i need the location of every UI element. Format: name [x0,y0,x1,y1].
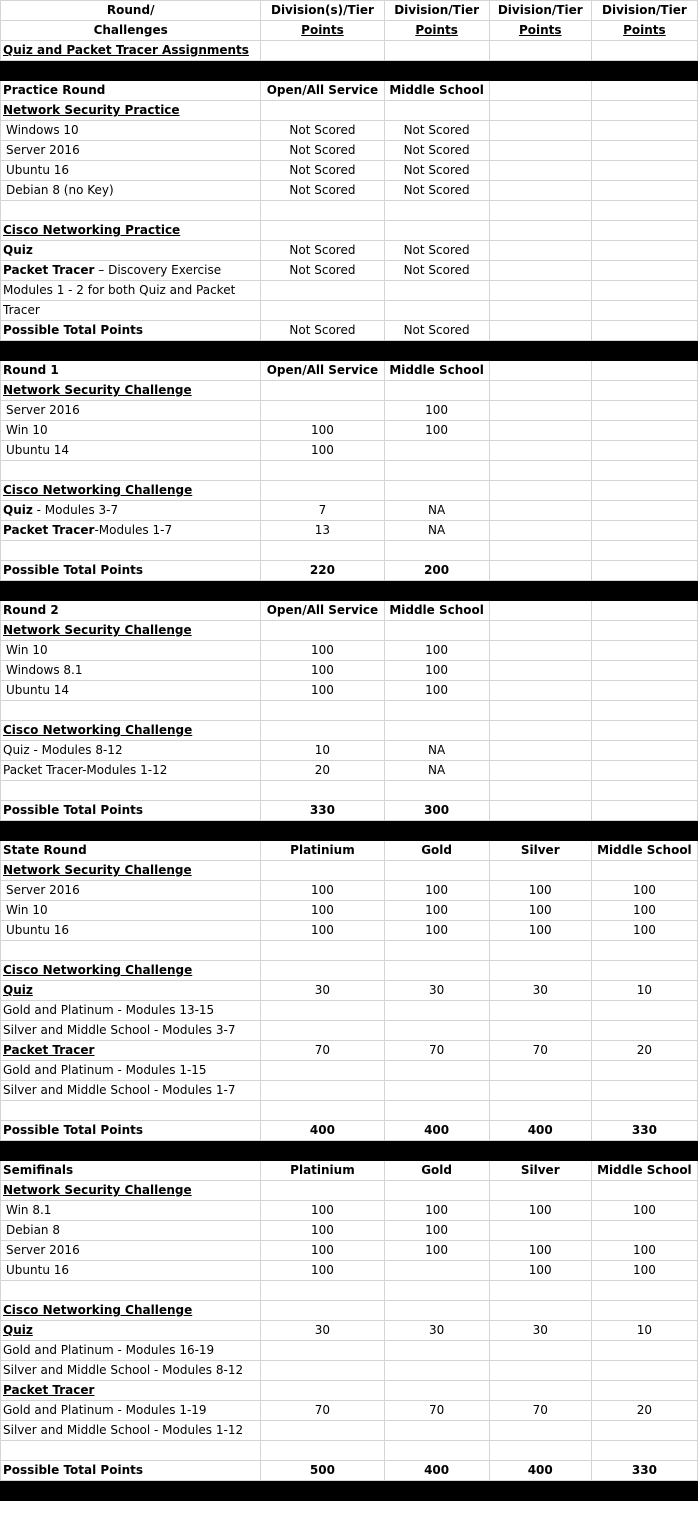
row-value [384,1261,489,1281]
row-value [489,1221,591,1241]
section-divider [1,581,698,601]
row-value: 10 [591,981,697,1001]
total-value: 400 [489,1461,591,1481]
row-label: Ubuntu 16 [1,161,261,181]
empty-row [1,941,698,961]
row-value: 100 [384,681,489,701]
table-row [1,901,698,921]
row-value: 100 [591,881,697,901]
row-value: 100 [591,901,697,921]
practice-pt-bold: Packet Tracer [3,263,95,277]
row-value: Not Scored [261,161,384,181]
row-value: 100 [261,641,384,661]
row-value: 100 [261,921,384,941]
row-value: 70 [384,1041,489,1061]
header-round-label: Round/ [1,1,261,21]
total-value: 300 [384,801,489,821]
row-value: 100 [261,1261,384,1281]
semis-quiz-line1: Gold and Platinum - Modules 16-19 [1,1341,261,1361]
total-label: Possible Total Points [1,1461,261,1481]
practice-cisco-title: Cisco Networking Practice [1,221,261,241]
round1-quiz-label [1,501,261,521]
practice-ns-title-row [1,101,698,121]
row-value: Not Scored [261,141,384,161]
row-label: Ubuntu 14 [1,681,261,701]
empty-row [1,781,698,801]
empty-row [1,201,698,221]
row-value: Not Scored [261,121,384,141]
total-value: 330 [591,1121,697,1141]
table-row [1,1421,698,1441]
total-value: 500 [261,1461,384,1481]
state-pt-line2: Silver and Middle School - Modules 1-7 [1,1081,261,1101]
row-value: NA [384,741,489,761]
section-divider [1,1141,698,1161]
row-value: 100 [384,881,489,901]
row-value [591,1221,697,1241]
header-col1-points: Points [261,21,384,41]
state-div2: Gold [384,841,489,861]
practice-cisco-title-row [1,221,698,241]
row-value: 30 [489,981,591,1001]
row-value: 10 [591,1321,697,1341]
table-row [1,1381,698,1401]
total-value: 200 [384,561,489,581]
row-value: 100 [489,1241,591,1261]
table-row [1,641,698,661]
row-value: 100 [261,1241,384,1261]
row-label: Ubuntu 16 [1,1261,261,1281]
table-row [1,741,698,761]
row-label: Win 10 [1,641,261,661]
row-label: Win 10 [1,421,261,441]
table-row [1,521,698,541]
row-value: Not Scored [261,261,384,281]
state-title-row [1,841,698,861]
round2-ns-title-row [1,621,698,641]
row-value: 100 [261,441,384,461]
table-row [1,181,698,201]
section-divider [1,61,698,81]
row-value: 70 [261,1041,384,1061]
round1-quiz-rest: - Modules 3-7 [32,503,119,517]
round1-pt-label [1,521,261,541]
row-label: Win 10 [1,901,261,921]
table-row [1,921,698,941]
header-col4-points: Points [591,21,697,41]
practice-title: Practice Round [1,81,261,101]
semis-title: Semifinals [1,1161,261,1181]
round1-div1: Open/All Service [261,361,384,381]
header-col1-label: Division(s)/Tier [261,1,384,21]
practice-title-row [1,81,698,101]
table-row [1,761,698,781]
row-value: 7 [261,501,384,521]
row-label: Win 8.1 [1,1201,261,1221]
state-div3: Silver [489,841,591,861]
row-value: 100 [384,901,489,921]
practice-ns-title: Network Security Practice [1,101,261,121]
table-row [1,141,698,161]
semis-div4: Middle School [591,1161,697,1181]
header-col3-points: Points [489,21,591,41]
row-value: Not Scored [384,161,489,181]
state-cisco-title-row [1,961,698,981]
semis-quiz-line2: Silver and Middle School - Modules 8-12 [1,1361,261,1381]
row-value: 70 [489,1401,591,1421]
round1-ns-title-row [1,381,698,401]
total-value: 400 [261,1121,384,1141]
total-value: Not Scored [384,321,489,341]
row-value: 70 [261,1401,384,1421]
state-pt-label: Packet Tracer [1,1041,261,1061]
practice-pt-rest: – Discovery Exercise [94,263,222,277]
state-quiz-line1: Gold and Platinum - Modules 13-15 [1,1001,261,1021]
table-row [1,421,698,441]
round1-ns-title: Network Security Challenge [1,381,261,401]
row-value: Not Scored [384,121,489,141]
row-value: 100 [489,1261,591,1281]
row-value: 10 [261,741,384,761]
table-row [1,241,698,261]
total-label: Possible Total Points [1,801,261,821]
row-label: Server 2016 [1,401,261,421]
row-value: 70 [489,1041,591,1061]
row-value: 100 [591,1201,697,1221]
empty-row [1,1441,698,1461]
practice-modules-line2: Tracer [1,301,261,321]
semis-pt-line2: Silver and Middle School - Modules 1-12 [1,1421,261,1441]
table-row [1,1041,698,1061]
round1-quiz-bold: Quiz [3,503,33,517]
row-value: 20 [591,1041,697,1061]
row-label: Server 2016 [1,141,261,161]
row-value: 100 [384,1241,489,1261]
row-value: 70 [384,1401,489,1421]
table-row [1,881,698,901]
table-row [1,1081,698,1101]
row-value: 30 [384,1321,489,1341]
row-label: Windows 8.1 [1,661,261,681]
row-value: 20 [591,1401,697,1421]
table-row [1,281,698,301]
total-label: Possible Total Points [1,1121,261,1141]
row-value: 13 [261,521,384,541]
row-value: Not Scored [384,181,489,201]
row-value: Not Scored [261,241,384,261]
row-value: 100 [261,881,384,901]
row-value: 100 [384,921,489,941]
row-value: 30 [384,981,489,1001]
total-value: 330 [591,1461,697,1481]
total-row [1,1121,698,1141]
round2-ns-title: Network Security Challenge [1,621,261,641]
total-value: Not Scored [261,321,384,341]
round1-cisco-title-row [1,481,698,501]
header-row-1 [1,1,698,21]
semis-pt-label: Packet Tracer [1,1381,261,1401]
header-subtitle: Quiz and Packet Tracer Assignments [1,41,261,61]
state-quiz-line2: Silver and Middle School - Modules 3-7 [1,1021,261,1041]
semis-cisco-title-row [1,1301,698,1321]
row-value: 100 [261,1201,384,1221]
row-value: 30 [489,1321,591,1341]
round2-title: Round 2 [1,601,261,621]
semis-title-row [1,1161,698,1181]
round1-title: Round 1 [1,361,261,381]
round1-pt-bold: Packet Tracer [3,523,95,537]
row-value [384,441,489,461]
row-value: 100 [591,1241,697,1261]
header-challenges-label: Challenges [1,21,261,41]
row-label: Ubuntu 14 [1,441,261,461]
table-row [1,501,698,521]
round1-cisco-title: Cisco Networking Challenge [1,481,261,501]
row-value: 30 [261,981,384,1001]
state-ns-title-row [1,861,698,881]
row-value: Not Scored [384,241,489,261]
row-value: 100 [489,1201,591,1221]
practice-div1: Open/All Service [261,81,384,101]
table-row [1,1221,698,1241]
row-label: Server 2016 [1,881,261,901]
table-row [1,1021,698,1041]
state-div1: Platinium [261,841,384,861]
round2-title-row [1,601,698,621]
total-value: 400 [384,1121,489,1141]
row-value: 100 [261,421,384,441]
round1-pt-rest: -Modules 1-7 [94,523,173,537]
row-label: Debian 8 [1,1221,261,1241]
state-pt-line1: Gold and Platinum - Modules 1-15 [1,1061,261,1081]
row-value: 100 [261,1221,384,1241]
empty-row [1,1281,698,1301]
total-value: 400 [489,1121,591,1141]
table-row [1,661,698,681]
semis-quiz-label: Quiz [1,1321,261,1341]
header-row-2 [1,21,698,41]
empty-row [1,541,698,561]
row-value: Not Scored [384,141,489,161]
table-row [1,441,698,461]
state-title: State Round [1,841,261,861]
row-value: 100 [591,921,697,941]
row-value: NA [384,521,489,541]
row-value: 100 [384,421,489,441]
table-row [1,401,698,421]
practice-modules-line1: Modules 1 - 2 for both Quiz and Packet [1,281,261,301]
row-value: 100 [384,1201,489,1221]
practice-quiz-label: Quiz [1,241,261,261]
semis-ns-title-row [1,1181,698,1201]
empty-row [1,1101,698,1121]
round2-quiz-label: Quiz - Modules 8-12 [1,741,261,761]
table-row [1,1261,698,1281]
row-value: 100 [384,641,489,661]
table-row [1,121,698,141]
state-quiz-label: Quiz [1,981,261,1001]
state-div4: Middle School [591,841,697,861]
semis-div1: Platinium [261,1161,384,1181]
semis-cisco-title: Cisco Networking Challenge [1,1301,261,1321]
table-row [1,1361,698,1381]
row-label: Server 2016 [1,1241,261,1261]
semis-pt-line1: Gold and Platinum - Modules 1-19 [1,1401,261,1421]
row-label: Windows 10 [1,121,261,141]
semis-div3: Silver [489,1161,591,1181]
row-value: 100 [261,901,384,921]
total-label: Possible Total Points [1,321,261,341]
section-divider [1,341,698,361]
header-col2-label: Division/Tier [384,1,489,21]
total-row [1,561,698,581]
header-col3-label: Division/Tier [489,1,591,21]
round2-cisco-title: Cisco Networking Challenge [1,721,261,741]
row-label: Ubuntu 16 [1,921,261,941]
row-label: Debian 8 (no Key) [1,181,261,201]
section-divider [1,1481,698,1501]
semis-div2: Gold [384,1161,489,1181]
row-value: Not Scored [261,181,384,201]
empty-row [1,461,698,481]
table-row [1,1241,698,1261]
total-label: Possible Total Points [1,561,261,581]
total-row [1,321,698,341]
table-row [1,1201,698,1221]
row-value: 100 [261,661,384,681]
row-value: 30 [261,1321,384,1341]
row-value: 100 [591,1261,697,1281]
header-col4-label: Division/Tier [591,1,697,21]
empty-row [1,701,698,721]
row-value: NA [384,501,489,521]
section-divider [1,821,698,841]
row-value: NA [384,761,489,781]
total-value: 330 [261,801,384,821]
row-value: 100 [489,901,591,921]
round2-pt-label: Packet Tracer-Modules 1-12 [1,761,261,781]
round2-div2: Middle School [384,601,489,621]
table-row [1,1321,698,1341]
table-row [1,681,698,701]
round1-div2: Middle School [384,361,489,381]
total-row [1,1461,698,1481]
table-row [1,981,698,1001]
row-value: 20 [261,761,384,781]
row-value: 100 [261,681,384,701]
row-value: 100 [489,881,591,901]
row-value: 100 [489,921,591,941]
table-row [1,261,698,281]
round2-div1: Open/All Service [261,601,384,621]
row-value [261,401,384,421]
practice-pt-label [1,261,261,281]
table-row [1,301,698,321]
row-value: 100 [384,401,489,421]
state-ns-title: Network Security Challenge [1,861,261,881]
total-row [1,801,698,821]
header-subtitle-row [1,41,698,61]
table-row [1,1341,698,1361]
row-value: 100 [384,661,489,681]
state-cisco-title: Cisco Networking Challenge [1,961,261,981]
row-value: 100 [384,1221,489,1241]
table-row [1,1061,698,1081]
table-row [1,1401,698,1421]
table-row [1,1001,698,1021]
table-row [1,161,698,181]
total-value: 220 [261,561,384,581]
row-value: Not Scored [384,261,489,281]
header-col2-points: Points [384,21,489,41]
semis-ns-title: Network Security Challenge [1,1181,261,1201]
practice-div2: Middle School [384,81,489,101]
round1-title-row [1,361,698,381]
total-value: 400 [384,1461,489,1481]
round2-cisco-title-row [1,721,698,741]
